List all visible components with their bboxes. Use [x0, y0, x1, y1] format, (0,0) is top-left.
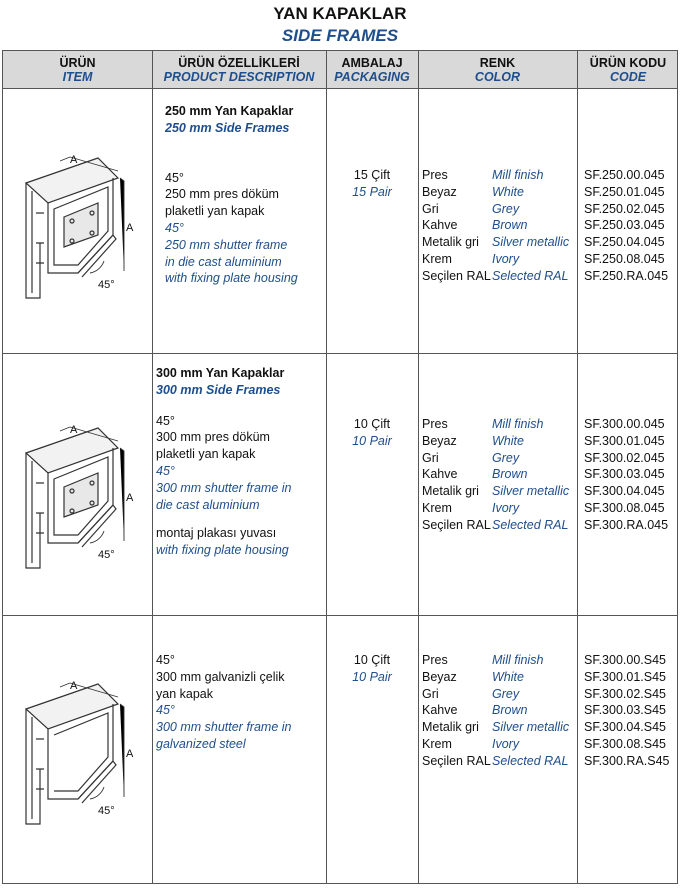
row3-description: 45° 300 mm galvanizli çelik yan kapak 45° 300 mm shutter frame in galvanized steel — [156, 653, 292, 751]
row1-description: 250 mm Yan Kapaklar 250 mm Side Frames 45° 250 mm pres döküm plaketli yan kapak 45° 250 mm shutter frame in die cast aluminium with fixing plate housing — [165, 104, 298, 286]
row3-colors — [422, 652, 569, 770]
header-description: ÜRÜN ÖZELLİKLERİ PRODUCT DESCRIPTION — [163, 56, 315, 84]
list-item: Metalik gri Silver metallic — [422, 484, 570, 499]
product-table — [2, 50, 678, 884]
list-item: Beyaz White — [422, 184, 524, 199]
dimension-a-label: A — [70, 680, 78, 692]
list-item: Seçilen RAL Selected RAL — [422, 517, 569, 532]
row2-description: 300 mm Yan Kapaklar 300 mm Side Frames 45° 300 mm pres döküm plaketli yan kapak 45° 300 mm shutter frame in die cast aluminium montaj plakası yuvası with fixing plate housing — [156, 366, 292, 558]
row2-codes: SF.300.00.045 SF.300.01.045 SF.300.02.045 SF.300.03.045 SF.300.04.045 SF.300.08.045 SF.300.RA.045 — [584, 417, 669, 532]
page-title: YAN KAPAKLAR — [273, 4, 407, 23]
side-frame-300-drawing — [18, 413, 143, 573]
list-item: Metalik gri Silver metallic — [422, 720, 570, 735]
side-frame-galvanized-drawing — [18, 669, 143, 829]
side-frame-250-drawing — [18, 143, 143, 303]
header-code: ÜRÜN KODU CODE — [589, 56, 667, 84]
row1-packaging: 15 Çift 15 Pair — [352, 168, 392, 199]
row1-colors — [422, 167, 569, 285]
dimension-a-label: A — [70, 424, 78, 436]
row3-codes: SF.300.00.S45 SF.300.01.S45 SF.300.02.S45 SF.300.03.S45 SF.300.04.S45 SF.300.08.S45 SF.300.RA.S45 — [584, 653, 670, 768]
header-color: RENK COLOR — [474, 56, 521, 84]
list-item: Gri Grey — [422, 201, 520, 216]
list-item: Kahve Brown — [422, 703, 528, 718]
angle-label: 45° — [98, 805, 115, 817]
list-item: Seçilen RAL Selected RAL — [422, 268, 569, 283]
list-item: Krem Ivory — [422, 736, 520, 751]
dimension-a-label: A — [126, 492, 134, 504]
row2-packaging: 10 Çift 10 Pair — [352, 417, 392, 448]
list-item: Beyaz White — [422, 433, 524, 448]
angle-label: 45° — [98, 279, 115, 291]
list-item: Gri Grey — [422, 450, 520, 465]
list-item: Pres Mill finish — [422, 168, 544, 182]
page-subtitle: SIDE FRAMES — [281, 26, 399, 45]
list-item: Krem Ivory — [422, 251, 520, 266]
angle-label: 45° — [98, 549, 115, 561]
row3-packaging: 10 Çift 10 Pair — [352, 653, 392, 684]
dimension-a-label: A — [126, 748, 134, 760]
header-packaging: AMBALAJ PACKAGING — [334, 56, 410, 84]
header-item: ÜRÜN ITEM — [59, 56, 96, 84]
list-item: Kahve Brown — [422, 467, 528, 482]
list-item: Kahve Brown — [422, 218, 528, 233]
row1-codes: SF.250.00.045 SF.250.01.045 SF.250.02.045 SF.250.03.045 SF.250.04.045 SF.250.08.045 SF.250.RA.045 — [584, 168, 669, 283]
list-item: Beyaz White — [422, 669, 524, 684]
list-item: Seçilen RAL Selected RAL — [422, 753, 569, 768]
list-item: Metalik gri Silver metallic — [422, 235, 570, 250]
list-item: Pres Mill finish — [422, 653, 544, 667]
dimension-a-label: A — [70, 154, 78, 166]
row2-colors — [422, 416, 569, 534]
dimension-a-label: A — [126, 222, 134, 234]
list-item: Pres Mill finish — [422, 417, 544, 431]
list-item: Gri Grey — [422, 686, 520, 701]
list-item: Krem Ivory — [422, 500, 520, 515]
